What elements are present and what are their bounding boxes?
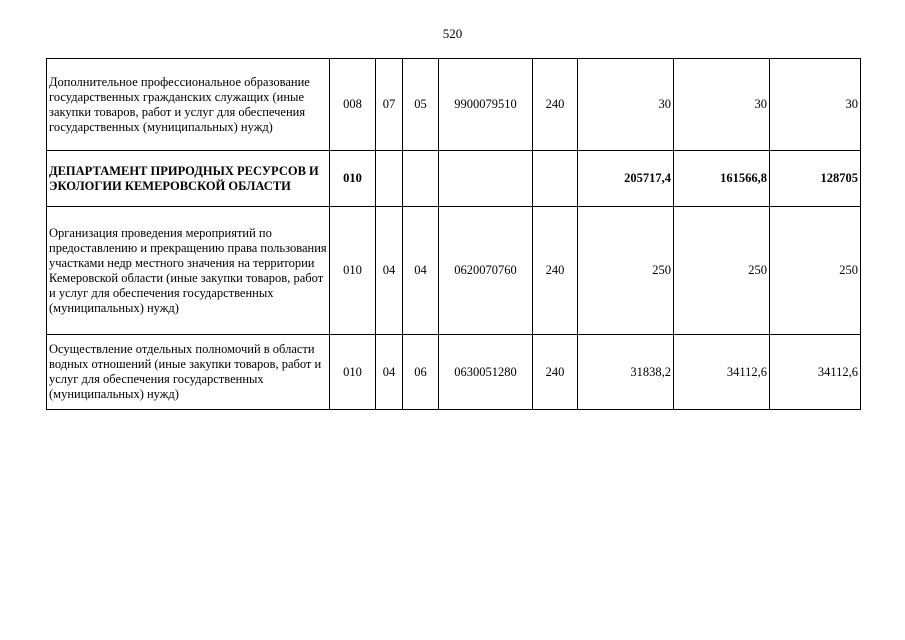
row-amount-2: 34112,6 (674, 335, 770, 410)
row-amount-2: 30 (674, 59, 770, 151)
row-name: Организация проведения мероприятий по предоставлению и прекращению права пользования участками недр местного значения на территории Кемеровской области (иные закупки товаров, работ и услуг для обеспечения государственных (муниципальных) нужд) (47, 207, 330, 335)
row-target-article (439, 151, 533, 207)
row-target-article: 0620070760 (439, 207, 533, 335)
row-section-code (376, 151, 403, 207)
row-amount-3: 34112,6 (770, 335, 861, 410)
row-section-code: 04 (376, 207, 403, 335)
row-amount-3: 250 (770, 207, 861, 335)
row-section-code: 04 (376, 335, 403, 410)
row-amount-3: 30 (770, 59, 861, 151)
page-number: 520 (442, 26, 463, 41)
budget-table (46, 58, 861, 410)
row-ved-code: 010 (330, 207, 376, 335)
row-ved-code: 010 (330, 335, 376, 410)
table-row (47, 207, 861, 335)
row-target-article: 9900079510 (439, 59, 533, 151)
table-row (47, 151, 861, 207)
row-expense-type: 240 (533, 59, 578, 151)
row-amount-1: 205717,4 (578, 151, 674, 207)
row-expense-type: 240 (533, 207, 578, 335)
row-subsection-code: 06 (403, 335, 439, 410)
row-expense-type: 240 (533, 335, 578, 410)
row-amount-2: 250 (674, 207, 770, 335)
row-amount-1: 30 (578, 59, 674, 151)
row-target-article: 0630051280 (439, 335, 533, 410)
row-amount-1: 31838,2 (578, 335, 674, 410)
row-amount-1: 250 (578, 207, 674, 335)
row-expense-type (533, 151, 578, 207)
row-ved-code: 008 (330, 59, 376, 151)
row-subsection-code: 04 (403, 207, 439, 335)
row-subsection-code: 05 (403, 59, 439, 151)
row-amount-3: 128705 (770, 151, 861, 207)
row-subsection-code (403, 151, 439, 207)
table-row (47, 335, 861, 410)
row-ved-code: 010 (330, 151, 376, 207)
table-row (47, 59, 861, 151)
row-section-code: 07 (376, 59, 403, 151)
row-name: Дополнительное профессиональное образование государственных гражданских служащих (иные закупки товаров, работ и услуг для обеспечения государственных (муниципальных) нужд) (47, 59, 330, 151)
row-amount-2: 161566,8 (674, 151, 770, 207)
row-name: ДЕПАРТАМЕНТ ПРИРОДНЫХ РЕСУРСОВ И ЭКОЛОГИИ КЕМЕРОВСКОЙ ОБЛАСТИ (47, 151, 330, 207)
row-name: Осуществление отдельных полномочий в области водных отношений (иные закупки товаров, работ и услуг для обеспечения государственных (муниципальных) нужд) (47, 335, 330, 410)
